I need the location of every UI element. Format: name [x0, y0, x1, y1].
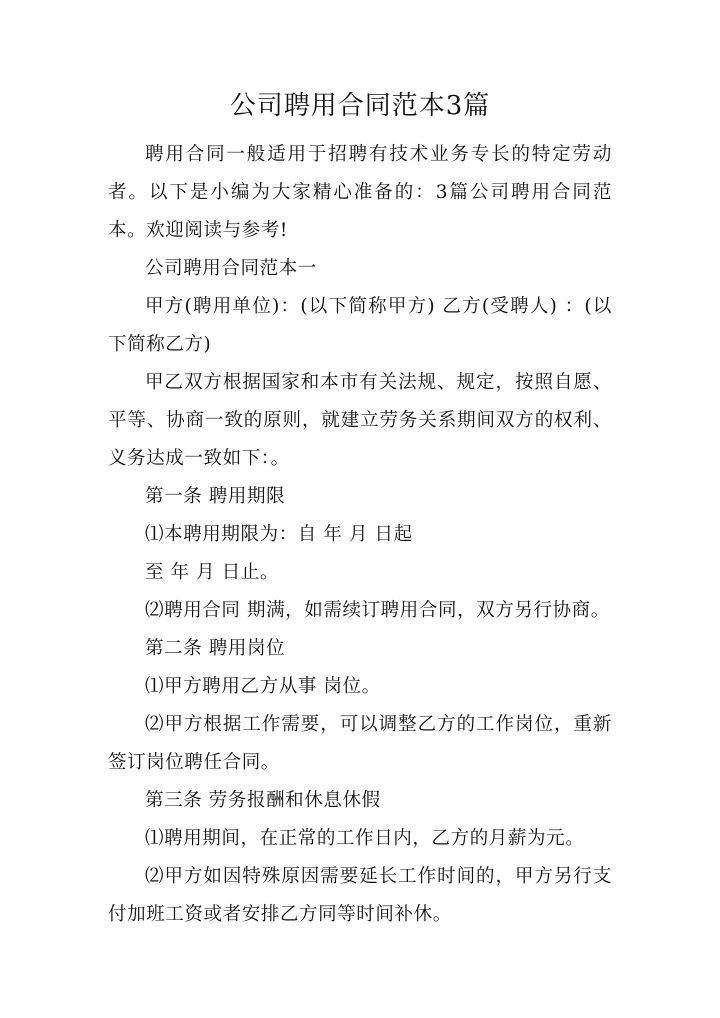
- parties-paragraph: 甲方(聘用单位)：(以下简称甲方) 乙方(受聘人) ：(以下简称乙方): [108, 296, 612, 355]
- article-two-heading: 第二条 聘用岗位: [145, 638, 286, 659]
- article-three-clause-1: ⑴聘用期间，在正常的工作日内，乙方的月薪为元。: [145, 828, 585, 849]
- article-one-clause-1-end: 至 年 月 日止。: [145, 562, 280, 583]
- section-heading-sample-one: 公司聘用合同范本一: [145, 258, 317, 279]
- article-two-clause-2: ⑵甲方根据工作需要，可以调整乙方的工作岗位，重新签订岗位聘任合同。: [108, 714, 612, 773]
- article-one-heading: 第一条 聘用期限: [145, 486, 286, 507]
- article-three-clause-2: ⑵甲方如因特殊原因需要延长工作时间的，甲方另行支付加班工资或者安排乙方同等时间补休。: [108, 866, 612, 925]
- intro-paragraph: 聘用合同一般适用于招聘有技术业务专长的特定劳动者。以下是小编为大家精心准备的：3篇公司聘用合同范本。欢迎阅读与参考!: [108, 144, 612, 241]
- article-one-clause-1: ⑴本聘用期限为：自 年 月 日起: [145, 524, 413, 545]
- article-one-clause-2: ⑵聘用合同 期满，如需续订聘用合同，双方另行协商。: [145, 600, 610, 621]
- article-two-clause-1: ⑴甲方聘用乙方从事 岗位。: [145, 676, 381, 697]
- agreement-paragraph: 甲乙双方根据国家和本市有关法规、规定，按照自愿、平等、协商一致的原则，就建立劳务关系期间双方的权利、义务达成一致如下：。: [108, 372, 612, 469]
- document-title: 公司聘用合同范本3篇: [229, 91, 491, 121]
- article-three-heading: 第三条 劳务报酬和休息休假: [145, 790, 381, 811]
